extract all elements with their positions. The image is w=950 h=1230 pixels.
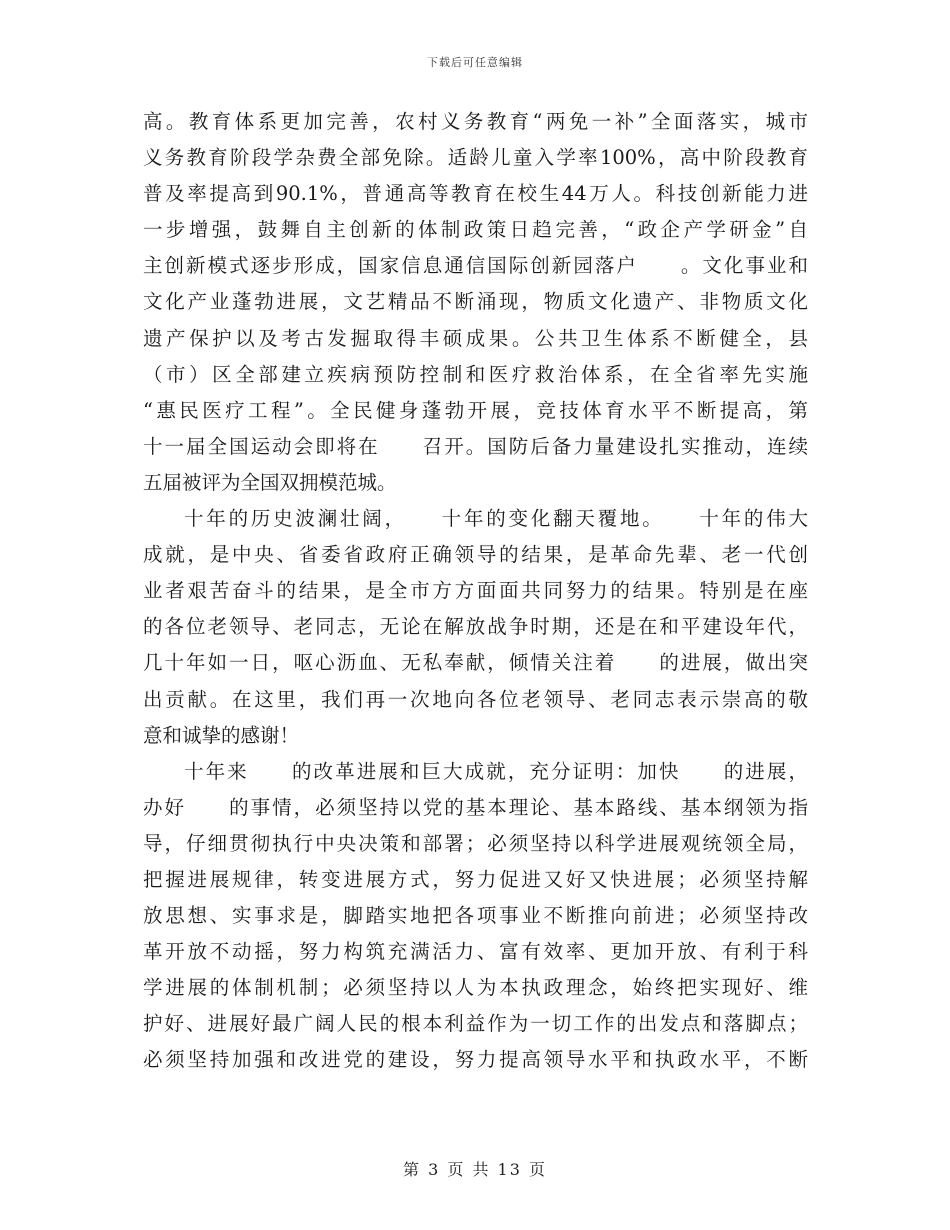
text-line: 主创新模式逐步形成，国家信息通信国际创新园落户 。文化事业和 bbox=[143, 254, 808, 278]
text-line: 义务教育阶段学杂费全部免除。适龄儿童入学率100%，高中阶段教育 bbox=[143, 146, 808, 170]
text-line: 护好、进展好最广阔人民的根本利益作为一切工作的出发点和落脚点； bbox=[143, 1012, 808, 1036]
text-line: 的各位老领导、老同志，无论在解放战争时期，还是在和平建设年代， bbox=[143, 615, 808, 639]
text-line: 出贡献。在这里，我们再一次地向各位老领导、老同志表示崇高的敬 bbox=[143, 687, 808, 711]
text-line: 五届被评为全国双拥模范城。 bbox=[143, 470, 397, 494]
text-line: 革开放不动摇，努力构筑充满活力、富有效率、更加开放、有利于科 bbox=[143, 940, 808, 964]
text-line: 业者艰苦奋斗的结果，是全市方方面面共同努力的结果。特别是在座 bbox=[143, 579, 808, 603]
text-line: 把握进展规律，转变进展方式，努力促进又好又快进展；必须坚持解 bbox=[143, 867, 808, 891]
text-line: 高。教育体系更加完善，农村义务教育“两免一补”全面落实，城市 bbox=[143, 110, 808, 133]
text-line: “惠民医疗工程”。全民健身蓬勃开展，竞技体育水平不断提高，第 bbox=[143, 398, 808, 422]
text-line: 放思想、实事求是，脚踏实地把各项事业不断推向前进；必须坚持改 bbox=[143, 904, 808, 928]
text-line: 一步增强，鼓舞自主创新的体制政策日趋完善，“政企产学研金”自 bbox=[143, 218, 808, 242]
paragraph-start-line: 十年的历史波澜壮阔， 十年的变化翻天覆地。 十年的伟大 bbox=[184, 507, 808, 531]
text-line: 普及率提高到90.1%，普通高等教育在校生44万人。科技创新能力进 bbox=[143, 182, 808, 206]
text-line: （市）区全部建立疾病预防控制和医疗救治体系，在全省率先实施 bbox=[143, 362, 808, 386]
text-line: 导，仔细贯彻执行中央决策和部署；必须坚持以科学进展观统领全局， bbox=[143, 831, 808, 855]
document-body bbox=[143, 104, 808, 1079]
page-number-footer: 第 3 页 共 13 页 bbox=[403, 1160, 547, 1179]
text-line: 遗产保护以及考古发掘取得丰硕成果。公共卫生体系不断健全，县 bbox=[143, 326, 808, 350]
text-line: 意和诚挚的感谢！ bbox=[143, 723, 300, 747]
text-line: 学进展的体制机制；必须坚持以人为本执政理念，始终把实现好、维 bbox=[143, 976, 808, 1000]
text-line: 成就，是中央、省委省政府正确领导的结果，是革命先辈、老一代创 bbox=[143, 543, 808, 567]
text-line: 办好 的事情，必须坚持以党的基本理论、基本路线、基本纲领为指 bbox=[143, 795, 808, 819]
paragraph-start-line: 十年来 的改革进展和巨大成就，充分证明：加快 的进展， bbox=[184, 759, 808, 783]
page-header: 下载后可任意编辑 bbox=[427, 56, 523, 69]
text-line: 必须坚持加强和改进党的建设，努力提高领导水平和执政水平，不断 bbox=[143, 1048, 808, 1072]
text-line: 文化产业蓬勃进展，文艺精品不断涌现，物质文化遗产、非物质文化 bbox=[143, 290, 808, 314]
text-line: 几十年如一日，呕心沥血、无私奉献，倾情关注着 的进展，做出突 bbox=[143, 651, 808, 675]
text-line: 十一届全国运动会即将在 召开。国防后备力量建设扎实推动，连续 bbox=[143, 434, 808, 458]
